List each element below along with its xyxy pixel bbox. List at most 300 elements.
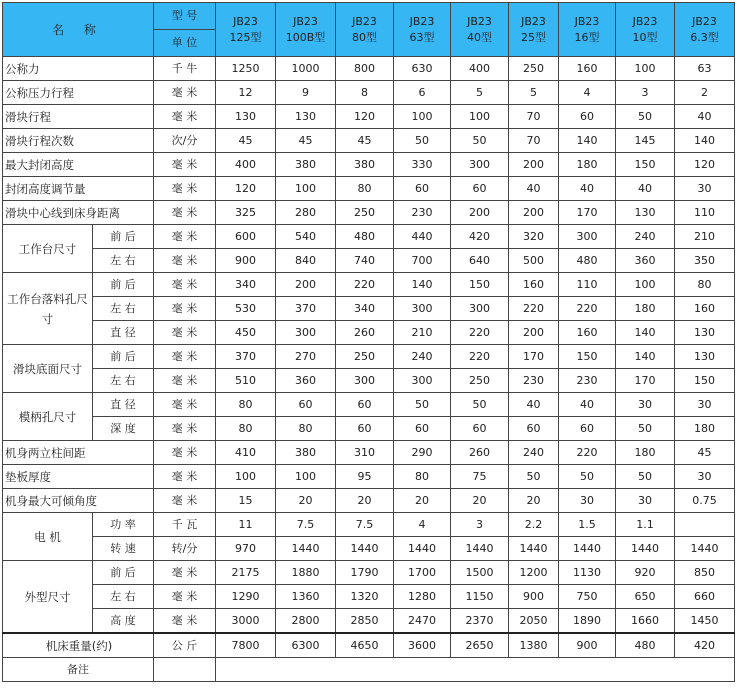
value-cell: 50 [451,393,509,417]
value-cell: 7.5 [276,513,336,537]
remarks-unit-cell [154,658,216,682]
unit-cell: 千 瓦 [154,513,216,537]
value-cell: 1440 [509,537,559,561]
unit-cell: 毫 米 [154,249,216,273]
value-cell: 160 [509,273,559,297]
value-cell: 250 [509,57,559,81]
value-cell: 220 [336,273,394,297]
value-cell: 220 [451,321,509,345]
value-cell: 50 [616,465,675,489]
value-cell: 220 [559,441,616,465]
sub-name-cell: 功 率 [93,513,154,537]
value-cell: 100 [394,105,451,129]
sub-name-cell: 转 速 [93,537,154,561]
group-name-cell: 外型尺寸 [3,561,93,634]
value-cell: 1440 [336,537,394,561]
value-cell: 1450 [675,609,735,634]
header-model-cell [675,3,735,57]
value-cell: 480 [559,249,616,273]
sub-name-cell: 前 后 [93,561,154,585]
value-cell: 270 [276,345,336,369]
sub-name-cell: 左 右 [93,369,154,393]
value-cell: 3 [451,513,509,537]
value-cell: 300 [559,225,616,249]
model-series: JB23 [352,14,377,28]
unit-cell: 毫 米 [154,297,216,321]
model-series: JB23 [692,14,717,28]
value-cell: 2470 [394,609,451,634]
value-cell: 100 [616,273,675,297]
unit-cell: 毫 米 [154,585,216,609]
value-cell: 2650 [451,633,509,658]
table-row [3,609,735,634]
value-cell: 0.75 [675,489,735,513]
table-row [3,345,735,369]
value-cell: 180 [675,417,735,441]
unit-cell: 毫 米 [154,105,216,129]
value-cell: 260 [451,441,509,465]
group-name-cell: 电 机 [3,513,93,561]
value-cell: 210 [675,225,735,249]
value-cell: 50 [559,465,616,489]
value-cell: 60 [451,417,509,441]
unit-cell: 毫 米 [154,417,216,441]
value-cell: 60 [559,417,616,441]
value-cell: 325 [216,201,276,225]
model-name: 100B型 [285,30,326,44]
unit-cell: 毫 米 [154,465,216,489]
table-row [3,633,735,658]
value-cell: 200 [451,201,509,225]
value-cell: 12 [216,81,276,105]
model-name: 80型 [352,30,378,44]
value-cell: 1150 [451,585,509,609]
group-name-cell: 模柄孔尺寸 [3,393,93,441]
value-cell: 60 [336,417,394,441]
value-cell: 2175 [216,561,276,585]
value-cell: 60 [509,417,559,441]
value-cell: 3 [616,81,675,105]
value-cell: 1890 [559,609,616,634]
unit-cell: 毫 米 [154,321,216,345]
table-row [3,513,735,537]
header-model-cell [394,3,451,57]
value-cell: 1440 [276,537,336,561]
value-cell: 240 [394,345,451,369]
value-cell: 1440 [675,537,735,561]
value-cell: 95 [336,465,394,489]
model-name: 16型 [574,30,600,44]
value-cell: 60 [336,393,394,417]
table-row [3,441,735,465]
table-row [3,585,735,609]
unit-cell: 次/分 [154,129,216,153]
row-name-cell: 最大封闭高度 [3,153,154,177]
header-model-cell [336,3,394,57]
model-name: 40型 [467,30,493,44]
value-cell: 2 [675,81,735,105]
sub-name-cell: 直 径 [93,393,154,417]
value-cell: 480 [616,633,675,658]
value-cell: 140 [616,321,675,345]
value-cell: 50 [616,417,675,441]
value-cell: 510 [216,369,276,393]
unit-cell: 转/分 [154,537,216,561]
value-cell: 200 [276,273,336,297]
unit-cell: 毫 米 [154,177,216,201]
value-cell: 630 [394,57,451,81]
value-cell: 100 [276,465,336,489]
table-row [3,129,735,153]
value-cell: 540 [276,225,336,249]
table-row [3,393,735,417]
value-cell: 380 [276,441,336,465]
table-row [3,369,735,393]
row-name-cell: 垫板厚度 [3,465,154,489]
value-cell: 2050 [509,609,559,634]
header-model-cell [216,3,276,57]
table-row [3,201,735,225]
value-cell: 120 [675,153,735,177]
sub-name-cell: 前 后 [93,345,154,369]
header-model-cell [559,3,616,57]
value-cell: 6 [394,81,451,105]
model-name: 25型 [521,30,547,44]
value-cell: 70 [509,105,559,129]
row-name-cell: 滑块中心线到床身距离 [3,201,154,225]
value-cell: 150 [451,273,509,297]
unit-cell: 公 斤 [154,633,216,658]
value-cell: 75 [451,465,509,489]
value-cell: 4 [559,81,616,105]
value-cell: 1380 [509,633,559,658]
value-cell: 2800 [276,609,336,634]
value-cell: 2.2 [509,513,559,537]
value-cell: 1440 [451,537,509,561]
value-cell: 63 [675,57,735,81]
row-name-cell: 公称压力行程 [3,81,154,105]
value-cell: 800 [336,57,394,81]
sub-name-cell: 前 后 [93,225,154,249]
table-row [3,57,735,81]
value-cell: 80 [216,393,276,417]
value-cell: 3000 [216,609,276,634]
value-cell: 150 [559,345,616,369]
value-cell: 220 [451,345,509,369]
value-cell: 230 [559,369,616,393]
value-cell: 660 [675,585,735,609]
unit-cell: 毫 米 [154,441,216,465]
value-cell: 360 [276,369,336,393]
header-unit-cell: 单 位 [154,30,216,57]
value-cell: 150 [675,369,735,393]
model-series: JB23 [233,14,258,28]
model-series: JB23 [467,14,492,28]
model-series: JB23 [409,14,435,28]
row-name-cell: 公称力 [3,57,154,81]
header-model-cell [451,3,509,57]
value-cell: 1320 [336,585,394,609]
value-cell: 1500 [451,561,509,585]
value-cell: 60 [559,105,616,129]
value-cell: 80 [394,465,451,489]
value-cell: 300 [394,369,451,393]
value-cell: 420 [451,225,509,249]
header-type-cell: 型 号 [154,3,216,30]
value-cell: 1000 [276,57,336,81]
value-cell: 30 [675,177,735,201]
value-cell: 3600 [394,633,451,658]
value-cell: 70 [509,129,559,153]
value-cell: 1440 [394,537,451,561]
group-name-cell: 滑块底面尺寸 [3,345,93,393]
value-cell: 145 [616,129,675,153]
value-cell: 380 [276,153,336,177]
value-cell: 9 [276,81,336,105]
value-cell: 80 [336,177,394,201]
value-cell: 120 [336,105,394,129]
value-cell: 80 [276,417,336,441]
value-cell: 1250 [216,57,276,81]
value-cell: 180 [616,441,675,465]
value-cell: 45 [336,129,394,153]
value-cell: 180 [616,297,675,321]
unit-cell: 毫 米 [154,201,216,225]
value-cell: 200 [509,201,559,225]
value-cell: 20 [394,489,451,513]
value-cell: 45 [675,441,735,465]
table-row [3,489,735,513]
value-cell: 900 [216,249,276,273]
header-model-cell [509,3,559,57]
model-name: 6.3型 [690,30,719,44]
value-cell: 40 [675,105,735,129]
model-series: JB23 [574,14,600,28]
value-cell: 970 [216,537,276,561]
remarks-row [3,658,735,682]
value-cell: 370 [276,297,336,321]
row-name-cell: 机身两立柱间距 [3,441,154,465]
value-cell: 330 [394,153,451,177]
value-cell: 110 [675,201,735,225]
table-row [3,81,735,105]
value-cell: 40 [559,393,616,417]
value-cell: 250 [451,369,509,393]
value-cell: 650 [616,585,675,609]
value-cell: 480 [336,225,394,249]
remarks-value-cell [216,658,735,682]
row-name-cell: 滑块行程 [3,105,154,129]
value-cell: 240 [616,225,675,249]
value-cell: 40 [616,177,675,201]
value-cell: 300 [451,153,509,177]
unit-cell: 毫 米 [154,561,216,585]
unit-cell: 毫 米 [154,225,216,249]
value-cell: 290 [394,441,451,465]
value-cell: 500 [509,249,559,273]
value-cell: 80 [675,273,735,297]
value-cell: 400 [451,57,509,81]
value-cell: 350 [675,249,735,273]
value-cell: 440 [394,225,451,249]
value-cell: 200 [509,321,559,345]
sub-name-cell: 深 度 [93,417,154,441]
unit-cell: 毫 米 [154,369,216,393]
value-cell: 170 [616,369,675,393]
value-cell: 8 [336,81,394,105]
unit-cell: 千 牛 [154,57,216,81]
value-cell: 180 [559,153,616,177]
unit-cell: 毫 米 [154,81,216,105]
model-series: JB23 [521,14,546,28]
value-cell: 50 [616,105,675,129]
value-cell: 45 [276,129,336,153]
value-cell: 140 [394,273,451,297]
value-cell: 4650 [336,633,394,658]
header-model-cell [276,3,336,57]
value-cell: 300 [276,321,336,345]
value-cell: 50 [394,393,451,417]
unit-cell: 毫 米 [154,609,216,634]
spec-table-body [3,3,735,682]
unit-cell: 毫 米 [154,489,216,513]
value-cell: 7.5 [336,513,394,537]
unit-cell: 毫 米 [154,345,216,369]
value-cell: 320 [509,225,559,249]
value-cell: 40 [509,177,559,201]
value-cell: 280 [276,201,336,225]
value-cell: 15 [216,489,276,513]
value-cell: 260 [336,321,394,345]
value-cell: 11 [216,513,276,537]
value-cell: 700 [394,249,451,273]
value-cell: 170 [559,201,616,225]
header-model-cell [616,3,675,57]
table-row [3,321,735,345]
table-row [3,561,735,585]
sub-name-cell: 左 右 [93,249,154,273]
value-cell: 1360 [276,585,336,609]
value-cell: 640 [451,249,509,273]
value-cell: 170 [509,345,559,369]
value-cell: 300 [394,297,451,321]
value-cell: 80 [216,417,276,441]
table-row [3,225,735,249]
value-cell: 50 [509,465,559,489]
remarks-label-cell: 备注 [3,658,154,682]
value-cell: 2370 [451,609,509,634]
table-row [3,417,735,441]
group-name-cell: 工作台落料孔尺寸 [3,273,93,345]
value-cell: 20 [451,489,509,513]
value-cell: 20 [276,489,336,513]
table-row [3,177,735,201]
model-name: 125型 [229,30,262,44]
value-cell: 750 [559,585,616,609]
value-cell: 300 [451,297,509,321]
value-cell: 100 [216,465,276,489]
model-name: 10型 [632,30,658,44]
value-cell: 850 [675,561,735,585]
value-cell: 140 [616,345,675,369]
value-cell: 30 [616,489,675,513]
value-cell: 450 [216,321,276,345]
value-cell: 1200 [509,561,559,585]
spec-table [2,2,735,682]
row-name-cell: 机床重量(约) [3,633,154,658]
header-name-cell: 名 称 [3,3,154,57]
value-cell: 240 [509,441,559,465]
table-row [3,537,735,561]
value-cell: 410 [216,441,276,465]
value-cell: 230 [509,369,559,393]
value-cell: 30 [559,489,616,513]
value-cell: 130 [276,105,336,129]
value-cell: 40 [559,177,616,201]
value-cell: 1290 [216,585,276,609]
value-cell: 130 [675,321,735,345]
value-cell: 600 [216,225,276,249]
value-cell: 900 [559,633,616,658]
value-cell: 340 [216,273,276,297]
model-series: JB23 [293,14,318,28]
value-cell: 380 [336,153,394,177]
table-row [3,273,735,297]
value-cell: 220 [559,297,616,321]
value-cell: 2850 [336,609,394,634]
value-cell: 530 [216,297,276,321]
value-cell: 250 [336,201,394,225]
value-cell: 40 [509,393,559,417]
value-cell: 30 [616,393,675,417]
sub-name-cell: 高 度 [93,609,154,634]
value-cell: 250 [336,345,394,369]
value-cell: 230 [394,201,451,225]
value-cell: 920 [616,561,675,585]
value-cell: 300 [336,369,394,393]
unit-cell: 毫 米 [154,273,216,297]
value-cell: 130 [616,201,675,225]
value-cell: 400 [216,153,276,177]
value-cell: 4 [394,513,451,537]
value-cell [675,513,735,537]
value-cell: 160 [675,297,735,321]
value-cell: 60 [451,177,509,201]
sub-name-cell: 左 右 [93,585,154,609]
value-cell: 120 [216,177,276,201]
value-cell: 1660 [616,609,675,634]
sub-name-cell: 直 径 [93,321,154,345]
value-cell: 6300 [276,633,336,658]
value-cell: 160 [559,57,616,81]
value-cell: 140 [675,129,735,153]
value-cell: 1.1 [616,513,675,537]
value-cell: 200 [509,153,559,177]
value-cell: 50 [451,129,509,153]
table-row [3,249,735,273]
value-cell: 220 [509,297,559,321]
value-cell: 160 [559,321,616,345]
value-cell: 1700 [394,561,451,585]
sub-name-cell: 前 后 [93,273,154,297]
sub-name-cell: 左 右 [93,297,154,321]
value-cell: 840 [276,249,336,273]
table-row [3,153,735,177]
value-cell: 130 [675,345,735,369]
value-cell: 100 [451,105,509,129]
row-name-cell: 封闭高度调节量 [3,177,154,201]
value-cell: 150 [616,153,675,177]
